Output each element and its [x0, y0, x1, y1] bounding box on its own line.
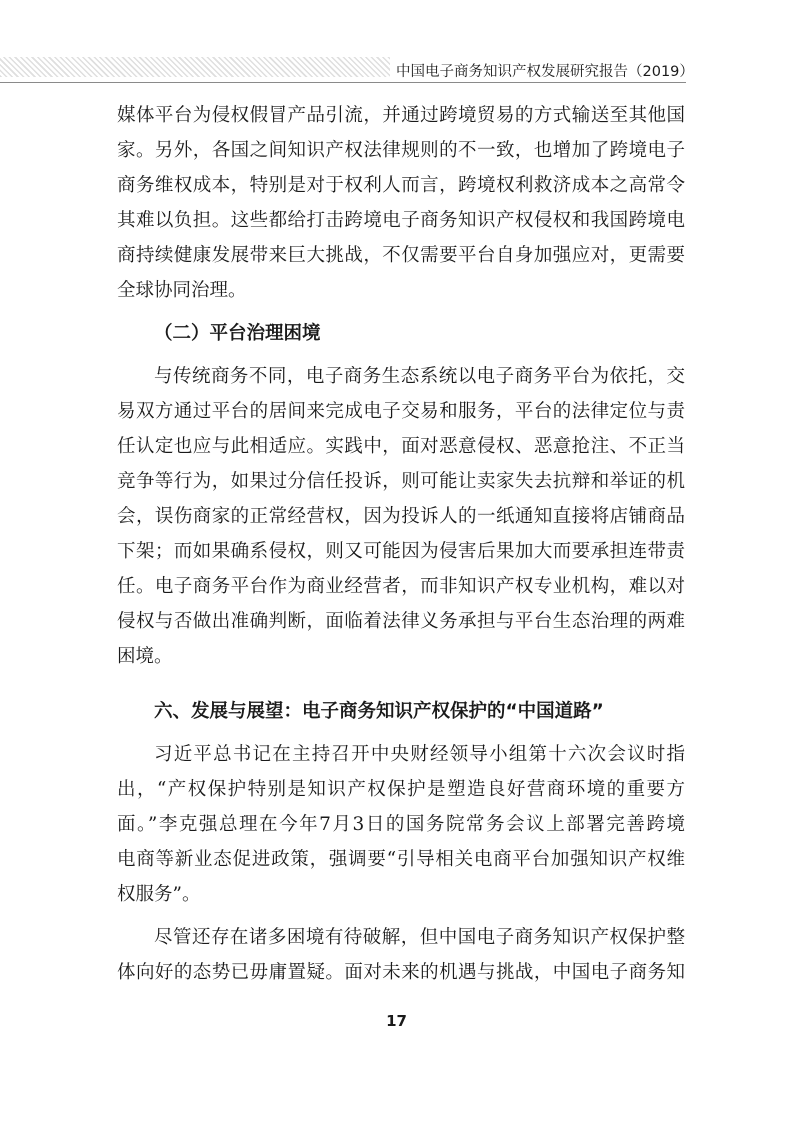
body-line: 侵权与否做出准确判断，面临着法律义务承担与平台生态治理的两难 [117, 611, 685, 632]
running-header-title: 中国电子商务知识产权发展研究报告（2019） [396, 64, 694, 80]
section-heading: 六、发展与展望：电子商务知识产权保护的“中国道路” [154, 701, 604, 722]
header-decorative-band [0, 57, 390, 77]
body-line: 竞争等行为，如果过分信任投诉，则可能让卖家失去抗辩和举证的机 [117, 471, 685, 492]
body-line: 出，“产权保护特别是知识产权保护是塑造良好营商环境的重要方 [117, 779, 685, 800]
body-line: 习近平总书记在主持召开中央财经领导小组第十六次会议时指 [154, 744, 685, 765]
body-line: 权服务”。 [117, 884, 201, 905]
body-line: 电商等新业态促进政策，强调要“引导相关电商平台加强知识产权维 [117, 849, 685, 870]
body-line: 尽管还存在诸多困境有待破解，但中国电子商务知识产权保护整 [154, 927, 685, 948]
page-body [117, 98, 685, 990]
body-line: 家。另外，各国之间知识产权法律规则的不一致，也增加了跨境电子 [117, 140, 685, 161]
subsection-heading: （二）平台治理困境 [154, 323, 321, 344]
body-line: 任。电子商务平台作为商业经营者，而非知识产权专业机构，难以对 [117, 576, 685, 597]
body-line: 商务维权成本，特别是对于权利人而言，跨境权利救济成本之高常令 [117, 175, 685, 196]
body-line: 其难以负担。这些都给打击跨境电子商务知识产权侵权和我国跨境电 [117, 210, 685, 231]
body-line: 媒体平台为侵权假冒产品引流，并通过跨境贸易的方式输送至其他国 [117, 105, 685, 126]
body-line: 全球协同治理。 [117, 280, 247, 301]
body-line: 下架；而如果确系侵权，则又可能因为侵害后果加大而要承担连带责 [117, 541, 685, 562]
body-line: 体向好的态势已毋庸置疑。面对未来的机遇与挑战，中国电子商务知 [117, 962, 685, 983]
body-line: 会，误伤商家的正常经营权，因为投诉人的一纸通知直接将店铺商品 [117, 506, 685, 527]
page-number: 17 [386, 1012, 407, 1030]
body-line: 困境。 [117, 646, 173, 667]
body-line: 与传统商务不同，电子商务生态系统以电子商务平台为依托，交 [154, 366, 685, 387]
body-line: 任认定也应与此相适应。实践中，面对恶意侵权、恶意抢注、不正当 [117, 436, 685, 457]
body-line: 易双方通过平台的居间来完成电子交易和服务，平台的法律定位与责 [117, 401, 685, 422]
body-line: 面。”李克强总理在今年7月3日的国务院常务会议上部署完善跨境 [117, 814, 685, 835]
body-line: 商持续健康发展带来巨大挑战，不仅需要平台自身加强应对，更需要 [117, 245, 685, 266]
header-divider [0, 82, 686, 83]
